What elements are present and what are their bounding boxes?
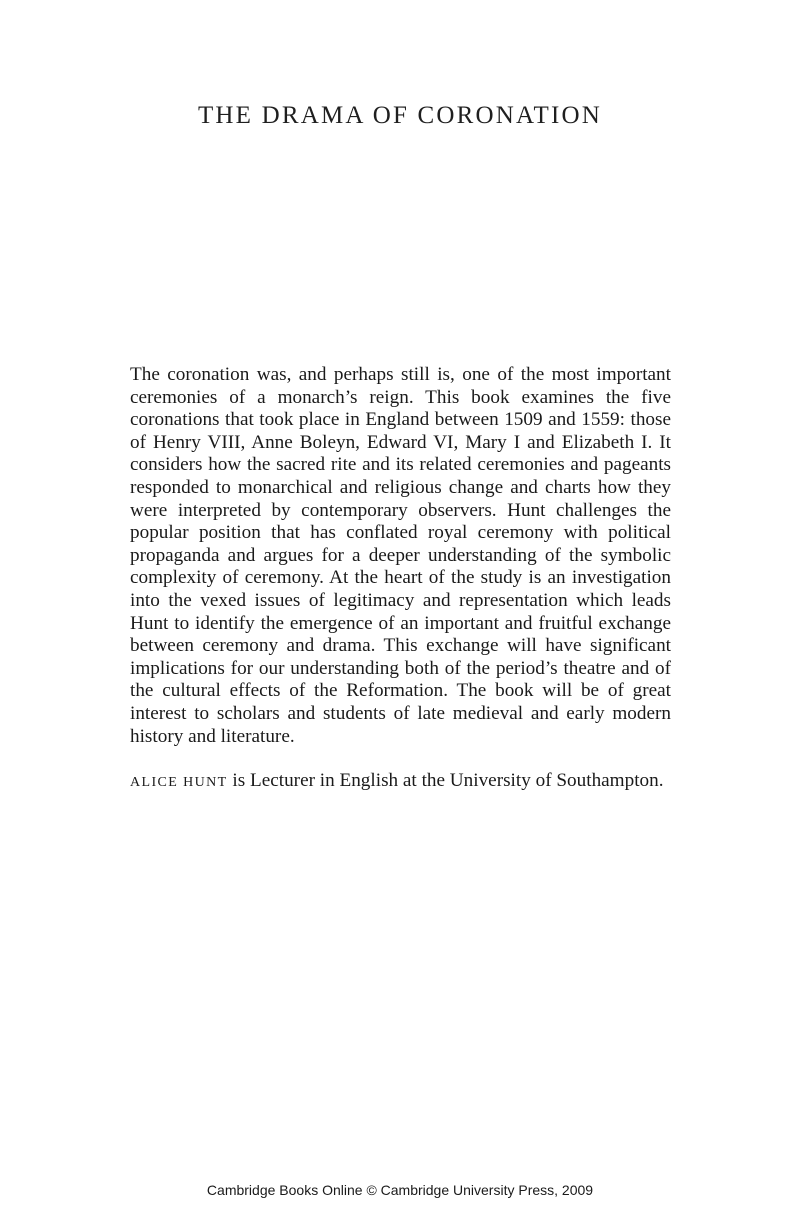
book-description: The coronation was, and perhaps still is, one of the most important ceremonies of a monarch’s reign. This book examines the five coronations that took place in England between 1509 and 1559: those of Henry VIII, Anne Boleyn, Edward VI, Mary I and Elizabeth I. It considers how the sacred rite and its related ceremonies and pageants responded to monarchical and religious change and charts how they were interpreted by contemporary observers. Hunt challenges the popular position that has conflated royal ceremony with political propaganda and argues for a deeper understanding of the symbolic complexity of ceremony. At the heart of the study is an investigation into the vexed issues of legitimacy and representation which leads Hunt to identify the emergence of an important and fruitful exchange between ceremony and drama. This exchange will have significant implications for our understanding both of the period’s theatre and of the cultural effects of the Reformation. The book will be of great interest to scholars and students of late medieval and early modern history and literature.: [130, 364, 671, 747]
author-name: ALICE HUNT: [130, 775, 228, 790]
copyright-footer: Cambridge Books Online © Cambridge University Press, 2009: [206, 1182, 594, 1198]
author-bio: [130, 770, 690, 795]
book-title: THE DRAMA OF CORONATION: [197, 102, 603, 129]
author-description: is Lecturer in English at the University of Southampton.: [227, 770, 664, 791]
